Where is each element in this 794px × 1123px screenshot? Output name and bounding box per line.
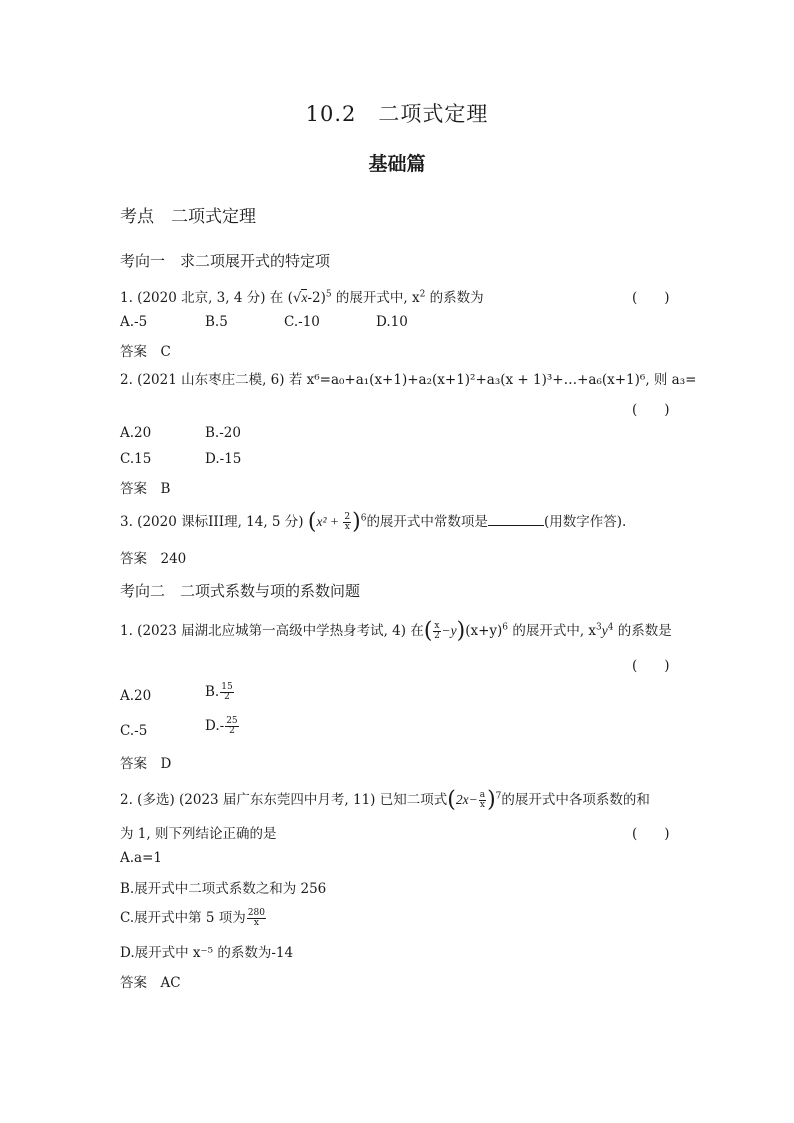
answer-bracket: ( ) — [632, 826, 670, 842]
option-d: D.-15 — [205, 451, 242, 467]
option-c: C.-10 — [284, 314, 320, 330]
fill-blank — [488, 515, 544, 526]
option-b: B.5 — [205, 314, 228, 330]
option-b: B.展开式中二项式系数之和为 256 — [120, 881, 327, 897]
answer-line: 答案 D — [120, 756, 172, 772]
direction-2-heading: 考向二 二项式系数与项的系数问题 — [120, 582, 361, 600]
answer-line: 答案 240 — [120, 551, 187, 567]
option-b: B. $\frac{15}{2}$ — [205, 682, 233, 702]
answer-line: 答案 B — [120, 481, 171, 497]
option-b: B.-20 — [205, 425, 241, 441]
option-c: C.-5 — [120, 723, 148, 739]
option-a: A.20 — [120, 688, 152, 704]
question-5: 2. (多选) (2023 届广东东莞四中月考, 11) 已知二项式(2x− $\frac{a}{x}$ )$^7$的展开式中各项系数的和 — [120, 787, 650, 813]
question-3: 3. (2020 课标III理, 14, 5 分) (x² + $\frac{2}{x}$ )$^6$的展开式中常数项是 (用数字作答). — [120, 509, 627, 535]
option-d: D.10 — [376, 314, 408, 330]
question-4: 1. (2023 届湖北应城第一高级中学热身考试, 4) 在( $\frac{x}{2}$ $-y)(x+y)^6$ 的展开式中, $x^3y^4$ 的系数是 — [120, 618, 672, 644]
option-d: D.展开式中 x⁻⁵ 的系数为-14 — [120, 945, 294, 961]
direction-1-heading: 考向一 求二项展开式的特定项 — [120, 252, 331, 270]
option-a: A.a=1 — [120, 850, 162, 866]
question-5-line-2: 为 1, 则下列结论正确的是 — [120, 826, 277, 842]
option-c: C.展开式中第 5 项为 $\frac{280}{x}$ — [120, 908, 265, 928]
answer-bracket: ( ) — [632, 402, 670, 418]
option-d: D.- $\frac{25}{2}$ — [205, 716, 238, 736]
page-title: 10.2 二项式定理 — [305, 102, 489, 126]
answer-bracket: ( ) — [632, 658, 670, 674]
question-2: 2. (2021 山东枣庄二模, 6) 若 x⁶=a₀+a₁(x+1)+a₂(x+1)²+a₃(x + 1)³+…+a₆(x+1)⁶, 则 a₃= — [120, 372, 697, 388]
option-c: C.15 — [120, 451, 152, 467]
answer-bracket: ( ) — [632, 290, 670, 306]
section-heading: 考点 二项式定理 — [120, 207, 256, 227]
answer-line: 答案 AC — [120, 975, 181, 991]
option-a: A.-5 — [120, 314, 148, 330]
page-subtitle: 基础篇 — [368, 153, 426, 175]
option-a: A.20 — [120, 425, 152, 441]
question-1: 1. (2020 北京, 3, 4 分) 在 $(√x-2)^5$ 的展开式中, $x^2$ 的系数为 — [120, 289, 484, 306]
answer-line: 答案 C — [120, 344, 171, 360]
